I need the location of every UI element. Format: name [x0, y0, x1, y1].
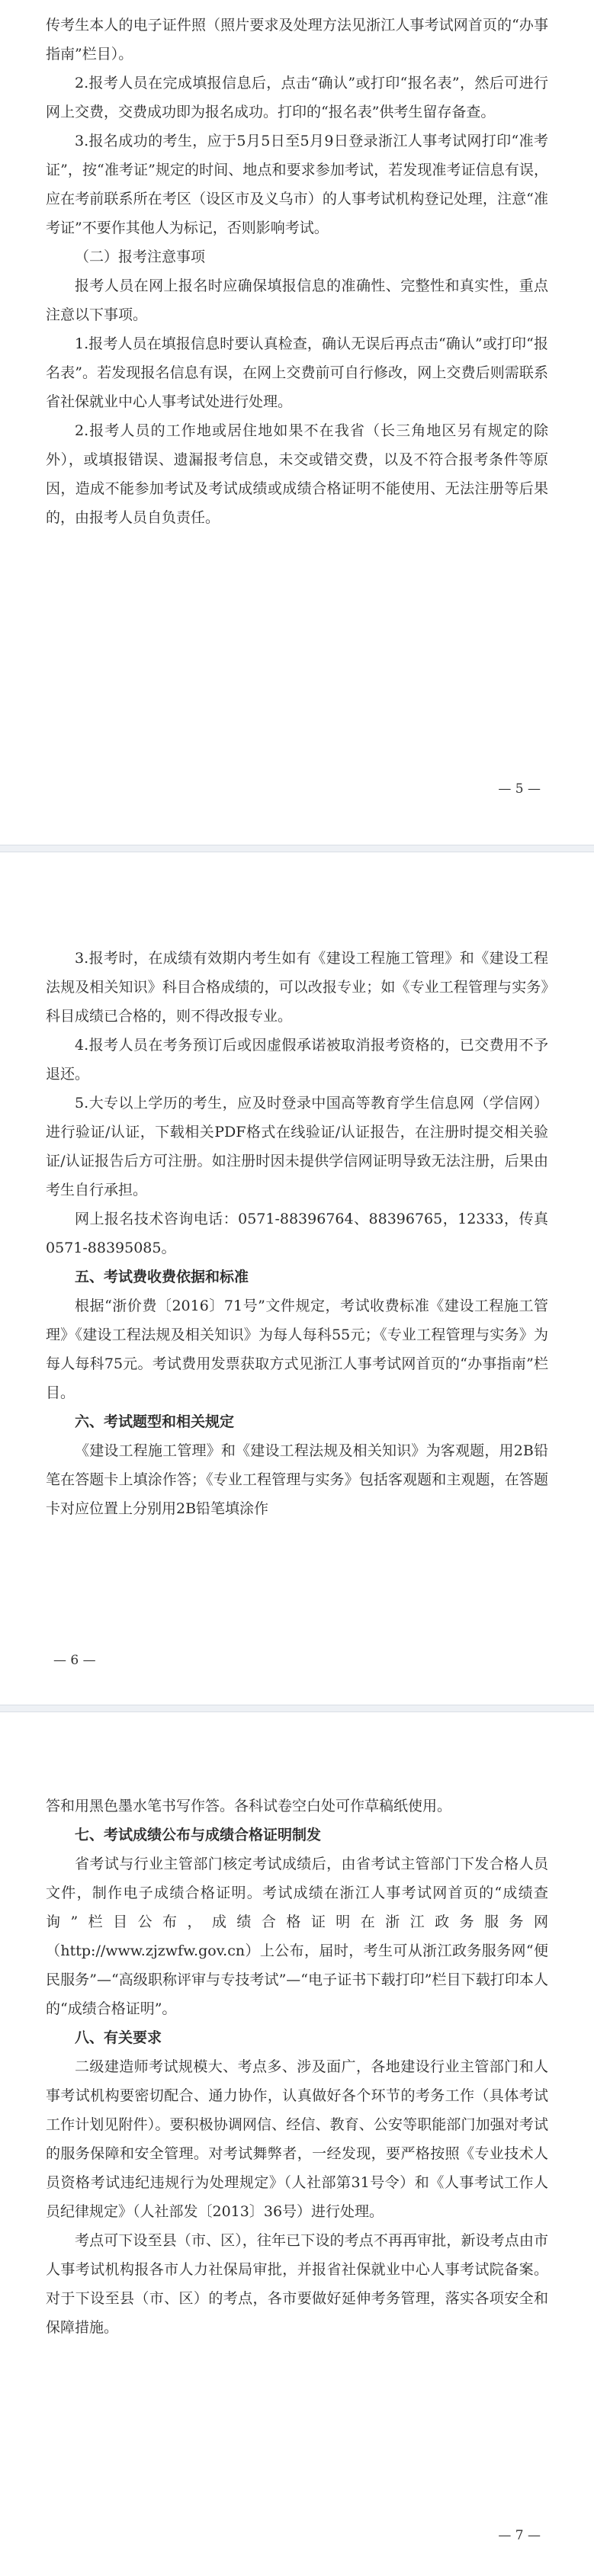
paragraph: 5.大专以上学历的考生，应及时登录中国高等教育学生信息网（学信网）进行验证/认证，下载相关PDF格式在线验证/认证报告，在注册时提交相关验证/认证报告后方可注册。如注册时因未提供学信网证明导致无法注册，后果由考生自行承担。 — [46, 1095, 548, 1198]
paragraph: 报考人员在网上报名时应确保填报信息的准确性、完整性和真实性，重点注意以下事项。 — [46, 277, 548, 323]
paragraph: 答和用黑色墨水笔书写作答。各科试卷空白处可作草稿纸使用。 — [46, 1798, 452, 1814]
section-heading: 五、考试费收费依据和标准 — [75, 1269, 249, 1285]
paragraph: 《建设工程施工管理》和《建设工程法规及相关知识》为客观题，用2B铅笔在答题卡上填涂作答；《专业工程管理与实务》包括客观题和主观题，在答题卡对应位置上分别用2B铅笔填涂作 — [46, 1442, 548, 1517]
page-6-body — [46, 944, 548, 1523]
page-separator — [0, 845, 594, 852]
paragraph: 4.报考人员在考务预订后或因虚假承诺被取消报考资格的，已交费用不予退还。 — [46, 1037, 548, 1083]
paragraph: 2.报考人员的工作地或居住地如果不在我省（长三角地区另有规定的除外），或填报错误、遗漏报考信息，未交或错交费，以及不符合报考条件等原因，造成不能参加考试及考试成绩或成绩合格证明不能使用、无法注册等后果的，由报考人员自负责任。 — [46, 422, 548, 526]
paragraph: 传考生本人的电子证件照（照片要求及处理方法见浙江人事考试网首页的“办事指南”栏目）。 — [46, 17, 548, 63]
paragraph: 考点可下设至县（市、区），往年已下设的考点不再再审批，新设考点由市人事考试机构报各市人力社保局审批，并报省社保就业中心人事考试院备案。对于下设至县（市、区）的考点，各市要做好延伸考务管理，落实各项安全和保障措施。 — [46, 2232, 548, 2336]
section-subheading: （二）报考注意事项 — [75, 249, 206, 265]
page-number: — 7 — — [498, 2528, 541, 2543]
paragraph: 3.报考时，在成绩有效期内考生如有《建设工程施工管理》和《建设工程法规及相关知识》科目合格成绩的，可以改报专业；如《专业工程管理与实务》科目成绩已合格的，则不得改报专业。 — [46, 950, 548, 1025]
paragraph: 网上报名技术咨询电话：0571-88396764、88396765，12333，传真0571-88395085。 — [46, 1211, 548, 1256]
section-heading: 六、考试题型和相关规定 — [75, 1413, 235, 1430]
page-5-body — [46, 11, 548, 532]
section-heading: 七、考试成绩公布与成绩合格证明制发 — [75, 1827, 322, 1843]
page-number: — 6 — — [53, 1653, 96, 1668]
page-7-body — [46, 1792, 548, 2342]
document-page-5 — [0, 0, 594, 845]
document-page-6 — [0, 852, 594, 1705]
section-heading: 八、有关要求 — [75, 2029, 162, 2046]
document-page-7 — [0, 1712, 594, 2576]
page-number: — 5 — — [498, 781, 541, 797]
paragraph: 省考试与行业主管部门核定考试成绩后，由省考试主管部门下发合格人员文件，制作电子成绩合格证明。考试成绩在浙江人事考试网首页的“成绩查询”栏目公布，成绩合格证明在浙江政务服务网（http://www.zjzwfw.gov.cn）上公布，届时，考生可从浙江政务服务网“便民服务”—“高级职称评审与专技考试”—“电子证书下载打印”栏目下载打印本人的“成绩合格证明”。 — [46, 1856, 548, 2017]
paragraph: 二级建造师考试规模大、考点多、涉及面广，各地建设行业主管部门和人事考试机构要密切配合、通力协作，认真做好各个环节的考务工作（具体考试工作计划见附件）。要积极协调网信、经信、教育、公安等职能部门加强对考试的服务保障和安全管理。对考试舞弊者，一经发现，要严格按照《专业技术人员资格考试违纪违规行为处理规定》（人社部第31号令）和《人事考试工作人员纪律规定》（人社部发〔2013〕36号）进行处理。 — [46, 2058, 548, 2220]
page-separator — [0, 1705, 594, 1712]
paragraph: 1.报考人员在填报信息时要认真检查，确认无误后再点击“确认”或打印“报名表”。若发现报名信息有误，在网上交费前可自行修改，网上交费后则需联系省社保就业中心人事考试处进行处理。 — [46, 335, 548, 410]
paragraph: 根据“浙价费〔2016〕71号”文件规定，考试收费标准《建设工程施工管理》《建设工程法规及相关知识》为每人每科55元；《专业工程管理与实务》为每人每科75元。考试费用发票获取方式见浙江人事考试网首页的“办事指南”栏目。 — [46, 1298, 548, 1401]
paragraph: 3.报名成功的考生，应于5月5日至5月9日登录浙江人事考试网打印“准考证”，按“准考证”规定的时间、地点和要求参加考试，若发现准考证信息有误，应在考前联系所在考区（设区市及义乌市）的人事考试机构登记处理，注意“准考证”不要作其他人为标记，否则影响考试。 — [46, 133, 548, 236]
paragraph: 2.报考人员在完成填报信息后，点击“确认”或打印“报名表”，然后可进行网上交费，交费成功即为报名成功。打印的“报名表”供考生留存备查。 — [46, 75, 548, 120]
